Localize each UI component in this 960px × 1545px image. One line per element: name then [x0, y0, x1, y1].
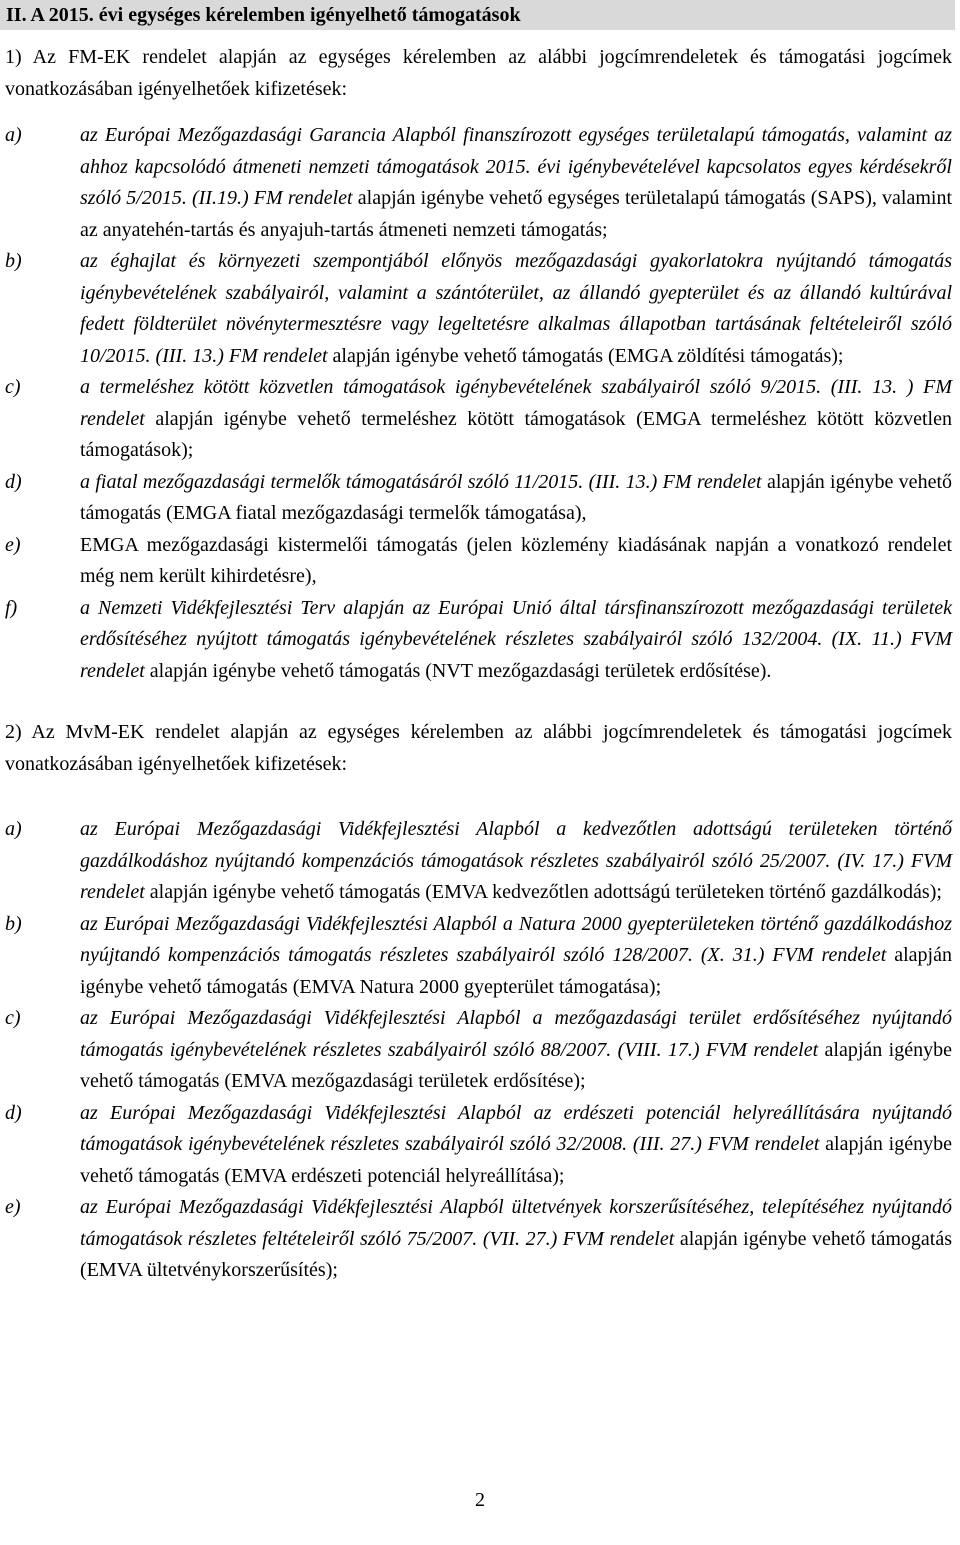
list-item [5, 530, 952, 593]
item-plain-text: alapján igénybe vehető támogatás (EMVA mezőgazdasági területek erdősítése); [80, 1038, 952, 1092]
item-text [80, 814, 952, 909]
item-text [80, 530, 952, 593]
item-italic-text: az éghajlat és környezeti szempontjából előnyös mezőgazdasági gyakorlatokra nyújtandó támogatás igénybevételének szabályairól, valamint a szántóterület, az állandó gyepterület és az állandó kultúrával fedett földterület növénytermesztésre vagy legeltetésre alkalmas állapotban tartásának feltételeiről szóló 10/2015. (III. 13.) FM rendelet [80, 250, 952, 367]
item-text [80, 1098, 952, 1193]
item-letter: b) [5, 912, 22, 935]
list-item [5, 120, 952, 246]
item-letter: d) [5, 1101, 22, 1124]
item-letter: c) [5, 1007, 21, 1029]
item-text [80, 467, 952, 530]
item-text [80, 120, 952, 246]
list-item [5, 372, 952, 467]
section1-list [5, 120, 952, 687]
item-text [80, 372, 952, 467]
item-letter: d) [5, 470, 22, 493]
item-plain-text: EMGA mezőgazdasági kistermelői támogatás (jelen közlemény kiadásának napján a vonatkozó rendelet még nem került kihirdetésre), [80, 533, 952, 587]
item-text [80, 1003, 952, 1098]
item-italic-text: az Európai Mezőgazdasági Vidékfejlesztési Alapból a Natura 2000 gyepterületeken történő gazdálkodáshoz nyújtandó kompenzációs támogatás részletes szabályairól szóló 128/2007. (X. 31.) FVM rendelet [80, 912, 952, 966]
list-item [5, 1003, 952, 1098]
item-italic-text: az Európai Mezőgazdasági Vidékfejlesztési Alapból ültetvények korszerűsítéséhez, telepítéséhez nyújtandó támogatások részletes feltételeiről szóló 75/2007. (VII. 27.) FVM rendelet [80, 1196, 952, 1250]
item-plain-text: alapján igénybe vehető támogatás (EMVA ültetvénykorszerűsítés); [80, 1227, 952, 1281]
list-item [5, 909, 952, 1004]
item-letter: b) [5, 250, 22, 272]
list-item [5, 246, 952, 372]
item-plain-text: alapján igénybe vehető támogatás (NVT mezőgazdasági területek erdősítése). [144, 659, 772, 682]
item-italic-text: a Nemzeti Vidékfejlesztési Terv alapján az Európai Unió által társfinanszírozott mezőgazdasági területek erdősítéséhez nyújtott támogatás igénybevételének részletes szabályairól szóló 132/2004. (IX. 11.) FVM rendelet [80, 596, 952, 682]
list-item [5, 467, 952, 530]
item-italic-text: az Európai Mezőgazdasági Garancia Alapból finanszírozott egységes területalapú támogatás, valamint az ahhoz kapcsolódó átmeneti nemzeti támogatások 2015. évi igénybevételével kapcsolatos egyes kérdésekről szóló 5/2015. (II.19.) FM rendelet [80, 124, 952, 209]
item-plain-text: alapján igénybe vehető támogatás (EMVA kedvezőtlen adottságú területeken történő gazdálkodás); [144, 881, 942, 903]
item-letter: e) [5, 1196, 21, 1218]
item-plain-text: alapján igénybe vehető támogatás (EMVA Natura 2000 gyepterület támogatása); [80, 944, 952, 998]
list-item [5, 1192, 952, 1287]
item-plain-text: alapján igénybe vehető támogatás (EMGA fiatal mezőgazdasági termelők támogatása), [80, 470, 952, 524]
item-italic-text: a termeléshez kötött közvetlen támogatások igénybevételének szabályairól szóló 9/2015. (III. 13. ) FM rendelet [80, 376, 952, 430]
item-letter: a) [5, 124, 22, 146]
item-plain-text: alapján igénybe vehető termeléshez kötött támogatások (EMGA termeléshez kötött közvetlen támogatások); [80, 407, 952, 461]
item-text [80, 246, 952, 372]
section1-intro: 1) Az FM-EK rendelet alapján az egységes kérelemben az alábbi jogcímrendeletek és támogatási jogcímek vonatkozásában igényelhetőek kifizetések: [5, 46, 952, 100]
item-plain-text: alapján igénybe vehető támogatás (EMGA zöldítési támogatás); [327, 344, 844, 367]
page-number: 2 [475, 1489, 485, 1511]
item-italic-text: a fiatal mezőgazdasági termelők támogatásáról szóló 11/2015. (III. 13.) FM rendelet [80, 470, 762, 493]
item-italic-text: az Európai Mezőgazdasági Vidékfejlesztési Alapból a kedvezőtlen adottságú területeken történő gazdálkodáshoz nyújtandó kompenzációs támogatások részletes szabályairól szóló 25/2007. (IV. 17.) FVM rendelet [80, 818, 952, 903]
item-letter: f) [5, 596, 18, 619]
section2-intro: 2) Az MvM-EK rendelet alapján az egységes kérelemben az alábbi jogcímrendeletek és támogatási jogcímek vonatkozásában igényelhetőek kifizetések: [5, 721, 952, 775]
item-text [80, 593, 952, 688]
item-text [80, 1192, 952, 1287]
item-letter: c) [5, 376, 21, 398]
section2-list [5, 814, 952, 1287]
item-italic-text: az Európai Mezőgazdasági Vidékfejlesztési Alapból az erdészeti potenciál helyreállítására nyújtandó támogatások igénybevételének részletes szabályairól szóló 32/2008. (III. 27.) FVM rendelet [80, 1101, 952, 1155]
item-text [80, 909, 952, 1004]
item-plain-text: alapján igénybe vehető támogatás (EMVA erdészeti potenciál helyreállítása); [80, 1133, 952, 1187]
list-item [5, 593, 952, 688]
list-item [5, 814, 952, 909]
item-italic-text: az Európai Mezőgazdasági Vidékfejlesztési Alapból a mezőgazdasági terület erdősítéséhez nyújtandó támogatás igénybevételének részletes szabályairól szóló 88/2007. (VIII. 17.) FVM rendelet [80, 1007, 952, 1061]
item-letter: e) [5, 533, 21, 556]
section-heading: II. A 2015. évi egységes kérelemben igényelhető támogatások [0, 0, 955, 30]
item-letter: a) [5, 818, 22, 840]
list-item [5, 1098, 952, 1193]
item-plain-text: alapján igénybe vehető egységes területalapú támogatás (SAPS), valamint az anyatehén-tartás és anyajuh-tartás átmeneti nemzeti támogatás; [80, 187, 953, 241]
